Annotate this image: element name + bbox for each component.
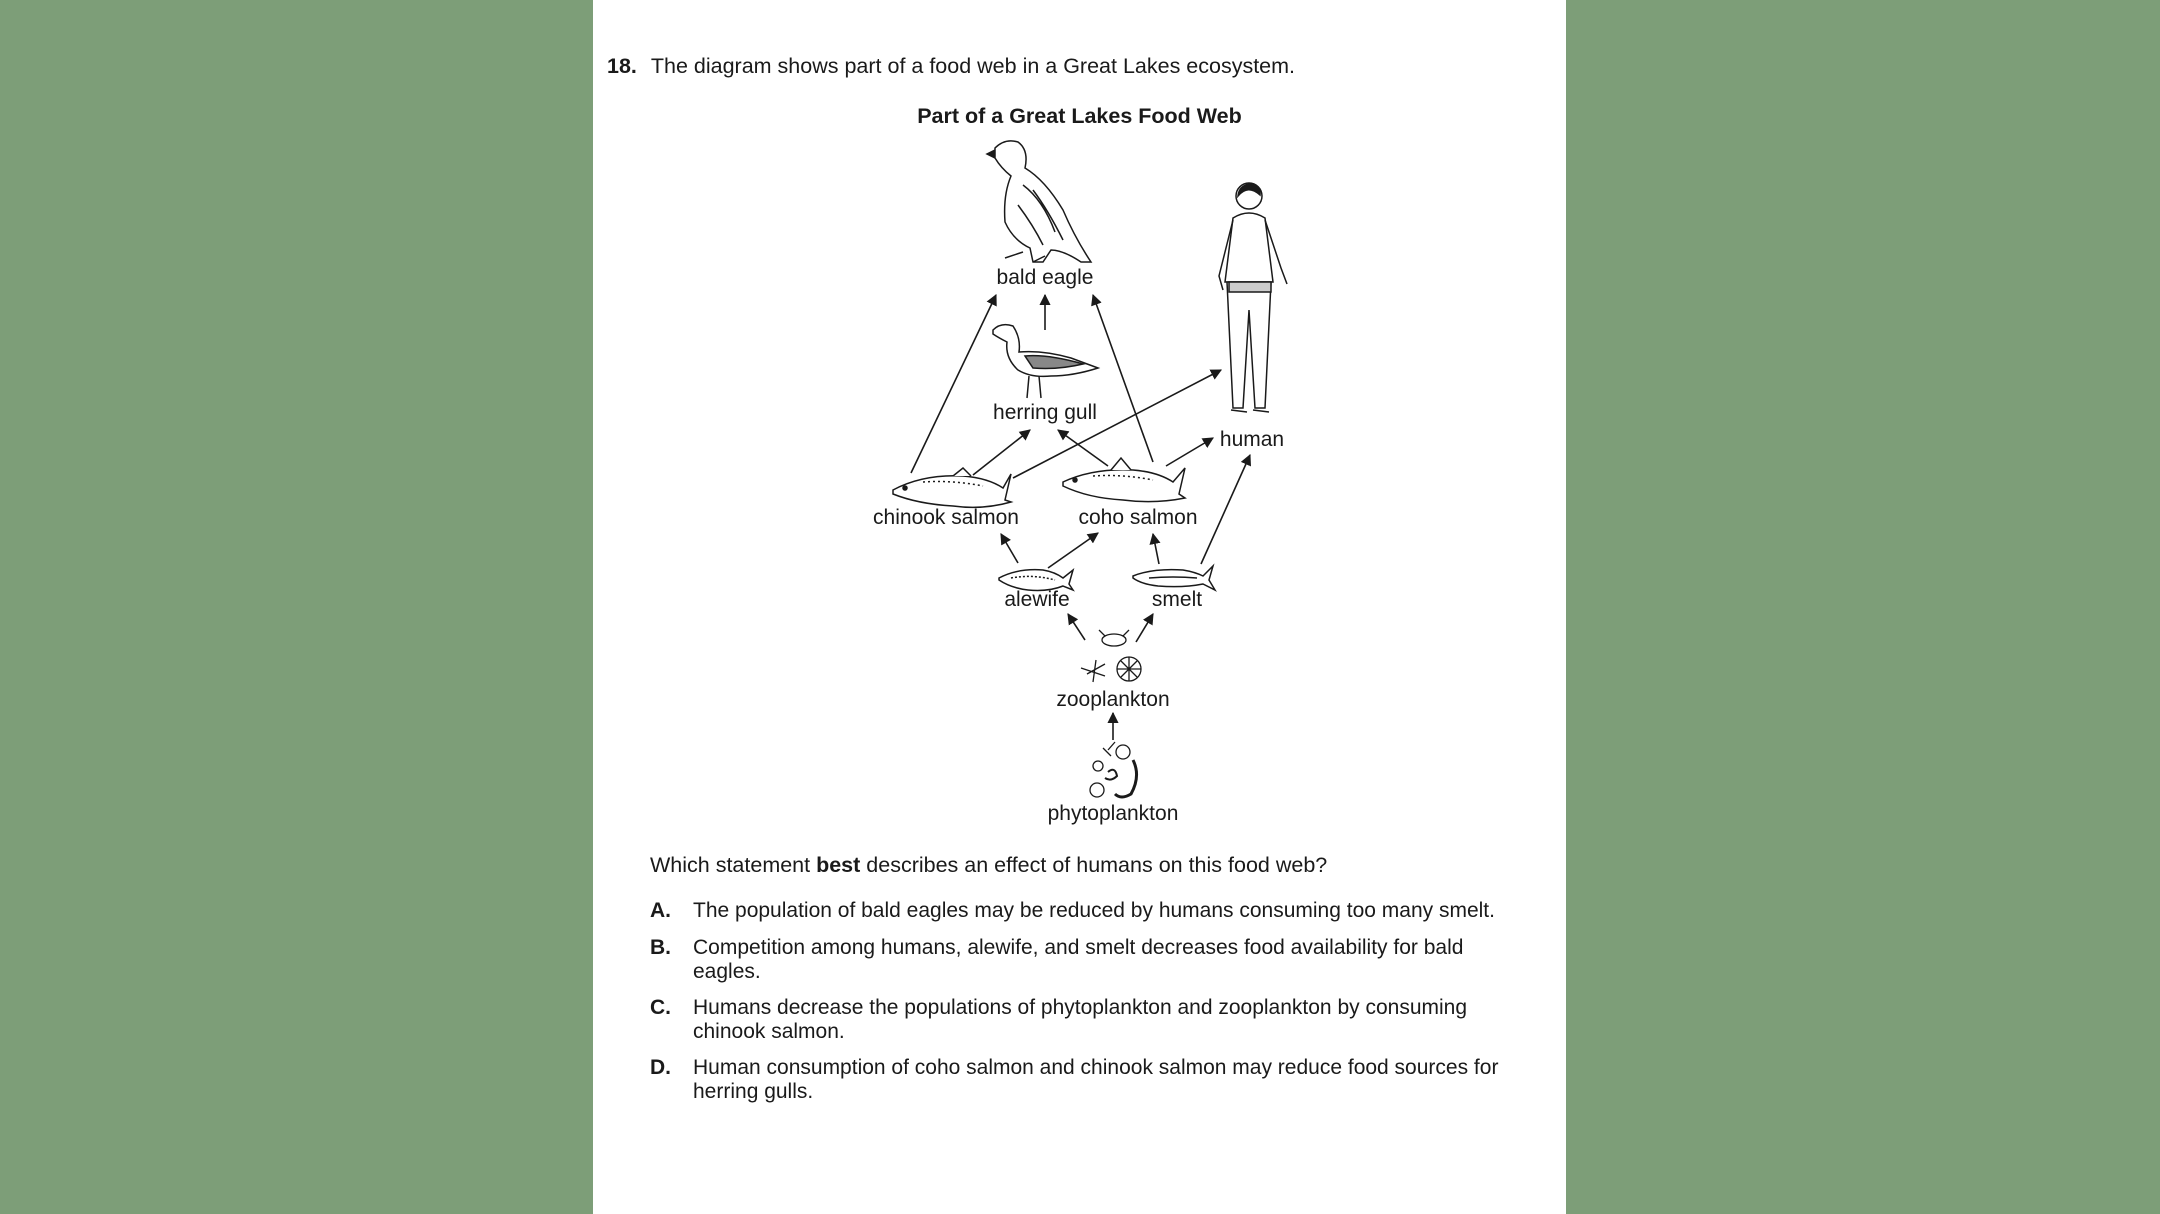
label-alewife: alewife — [1004, 588, 1070, 611]
zooplankton-illustration — [1081, 630, 1141, 682]
bald-eagle-illustration — [987, 141, 1091, 262]
smelt-illustration — [1133, 566, 1215, 590]
arrow-coho-to-gull — [1058, 430, 1108, 466]
diagram-title: Part of a Great Lakes Food Web — [917, 104, 1242, 128]
label-chinook-salmon: chinook salmon — [873, 506, 1019, 529]
arrow-smelt-to-coho — [1153, 534, 1159, 564]
answer-option-a[interactable] — [650, 899, 1530, 923]
question-prompt — [650, 853, 1327, 878]
arrow-zoo-to-smelt — [1136, 614, 1153, 642]
option-letter: A. — [650, 899, 671, 922]
question-number: 18. — [607, 54, 637, 78]
label-human: human — [1219, 428, 1285, 451]
label-coho-salmon: coho salmon — [1078, 506, 1198, 529]
arrow-smelt-to-human — [1201, 455, 1250, 564]
worksheet-page — [593, 0, 1566, 1214]
prompt-emphasis: best — [816, 853, 861, 877]
question-text: The diagram shows part of a food web in a Great Lakes ecosystem. — [650, 54, 1296, 78]
arrow-chinook-to-eagle — [911, 295, 996, 473]
arrow-alewife-to-coho — [1048, 533, 1098, 568]
label-phytoplankton: phytoplankton — [1047, 802, 1179, 825]
option-text: Human consumption of coho salmon and chinook salmon may reduce food sources for herring gulls. — [693, 1056, 1499, 1103]
label-zooplankton: zooplankton — [1056, 688, 1170, 711]
phytoplankton-illustration — [1090, 742, 1137, 797]
label-bald-eagle: bald eagle — [996, 266, 1094, 289]
answer-option-b[interactable] — [650, 936, 1530, 984]
arrow-zoo-to-alewife — [1068, 614, 1085, 640]
label-herring-gull: herring gull — [993, 401, 1097, 424]
answer-option-d[interactable] — [650, 1056, 1530, 1104]
prompt-text-start: Which statement — [650, 853, 817, 877]
option-letter: C. — [650, 996, 671, 1019]
arrow-coho-to-human — [1166, 438, 1213, 466]
herring-gull-illustration — [993, 325, 1098, 398]
label-smelt: smelt — [1151, 588, 1203, 611]
prompt-text-end: describes an effect of humans on this food web? — [860, 853, 1328, 877]
answer-option-c[interactable] — [650, 996, 1530, 1044]
option-text: Humans decrease the populations of phytoplankton and zooplankton by consuming chinook salmon. — [693, 996, 1468, 1043]
option-text: The population of bald eagles may be reduced by humans consuming too many smelt. — [693, 899, 1495, 922]
coho-salmon-illustration — [1063, 458, 1185, 502]
arrow-alewife-to-chinook — [1001, 534, 1018, 563]
arrow-chinook-to-gull — [973, 430, 1030, 475]
food-web-diagram — [593, 0, 1566, 850]
option-letter: D. — [650, 1056, 671, 1079]
option-letter: B. — [650, 936, 671, 959]
arrow-coho-to-eagle — [1093, 295, 1153, 462]
chinook-salmon-illustration — [893, 468, 1011, 507]
option-text: Competition among humans, alewife, and smelt decreases food availability for bald eagles. — [693, 936, 1464, 983]
human-illustration — [1219, 183, 1287, 412]
